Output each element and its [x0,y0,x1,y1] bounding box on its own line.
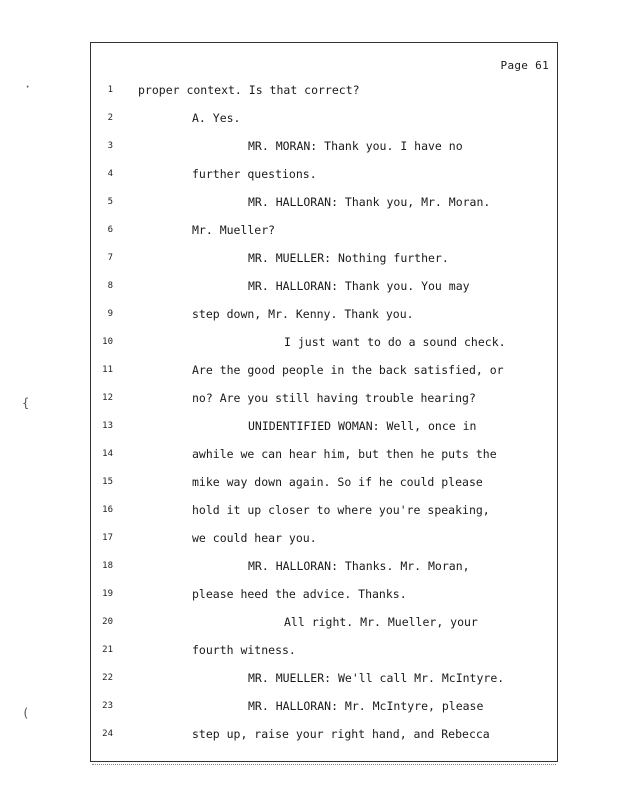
line-text: we could hear you. [192,531,317,545]
transcript-line [91,109,557,137]
line-number: 16 [102,505,113,515]
line-text: Are the good people in the back satisfied, or [192,363,504,377]
line-number: 19 [102,589,113,599]
transcript-line [91,389,557,417]
transcript-line [91,529,557,557]
transcript-line [91,501,557,529]
line-text: I just want to do a sound check. [284,335,506,349]
line-text: further questions. [192,167,317,181]
transcript-line [91,81,557,109]
transcript-line [91,277,557,305]
line-text: fourth witness. [192,643,296,657]
transcript-page [90,42,558,762]
line-number: 15 [102,477,113,487]
line-text: MR. HALLORAN: Thank you. You may [248,279,470,293]
line-text: step down, Mr. Kenny. Thank you. [192,307,414,321]
line-text: proper context. Is that correct? [138,83,360,97]
margin-tick: · [24,80,32,94]
line-number: 18 [102,561,113,571]
transcript-line [91,613,557,641]
line-text: MR. HALLORAN: Thanks. Mr. Moran, [248,559,470,573]
line-number: 10 [102,337,113,347]
line-number: 22 [102,673,113,683]
line-number: 11 [102,365,113,375]
line-text: MR. MUELLER: Nothing further. [248,251,449,265]
line-number: 2 [107,113,113,123]
line-text: MR. MORAN: Thank you. I have no [248,139,463,153]
transcript-line [91,585,557,613]
line-number: 17 [102,533,113,543]
line-number: 1 [107,85,113,95]
line-text: MR. MUELLER: We'll call Mr. McIntyre. [248,671,505,685]
transcript-line [91,725,557,753]
line-text: please heed the advice. Thanks. [192,587,407,601]
transcript-line [91,361,557,389]
line-number: 12 [102,393,113,403]
transcript-line [91,193,557,221]
line-text: MR. HALLORAN: Thank you, Mr. Moran. [248,195,491,209]
transcript-line [91,641,557,669]
transcript-line [91,445,557,473]
line-text: no? Are you still having trouble hearing? [192,391,476,405]
line-text: step up, raise your right hand, and Rebecca [192,727,490,741]
line-text: Mr. Mueller? [192,223,276,237]
line-text: UNIDENTIFIED WOMAN: Well, once in [248,419,477,433]
line-number: 7 [107,253,113,263]
transcript-line [91,697,557,725]
transcript-line [91,249,557,277]
transcript-line [91,557,557,585]
bottom-rule [92,764,556,765]
line-number: 8 [107,281,113,291]
page-number: Page 61 [500,59,549,72]
line-number: 9 [107,309,113,319]
line-number: 5 [107,197,113,207]
margin-brace: { [22,396,30,410]
line-text: A. Yes. [192,111,241,125]
transcript-line [91,333,557,361]
line-number: 13 [102,421,113,431]
line-text: All right. Mr. Mueller, your [284,615,478,629]
line-text: mike way down again. So if he could please [192,475,483,489]
line-number: 4 [107,169,113,179]
transcript-line [91,669,557,697]
margin-brace: ( [22,706,30,720]
transcript-line [91,165,557,193]
line-text: hold it up closer to where you're speaking, [192,503,490,517]
line-number: 6 [107,225,113,235]
line-number: 21 [102,645,113,655]
transcript-line [91,221,557,249]
transcript-lines [91,81,557,753]
transcript-line [91,137,557,165]
line-number: 3 [107,141,113,151]
transcript-line [91,417,557,445]
transcript-line [91,473,557,501]
line-text: awhile we can hear him, but then he puts the [192,447,497,461]
transcript-line [91,305,557,333]
line-number: 23 [102,701,113,711]
line-number: 24 [102,729,113,739]
line-number: 20 [102,617,113,627]
line-text: MR. HALLORAN: Mr. McIntyre, please [248,699,484,713]
line-number: 14 [102,449,113,459]
